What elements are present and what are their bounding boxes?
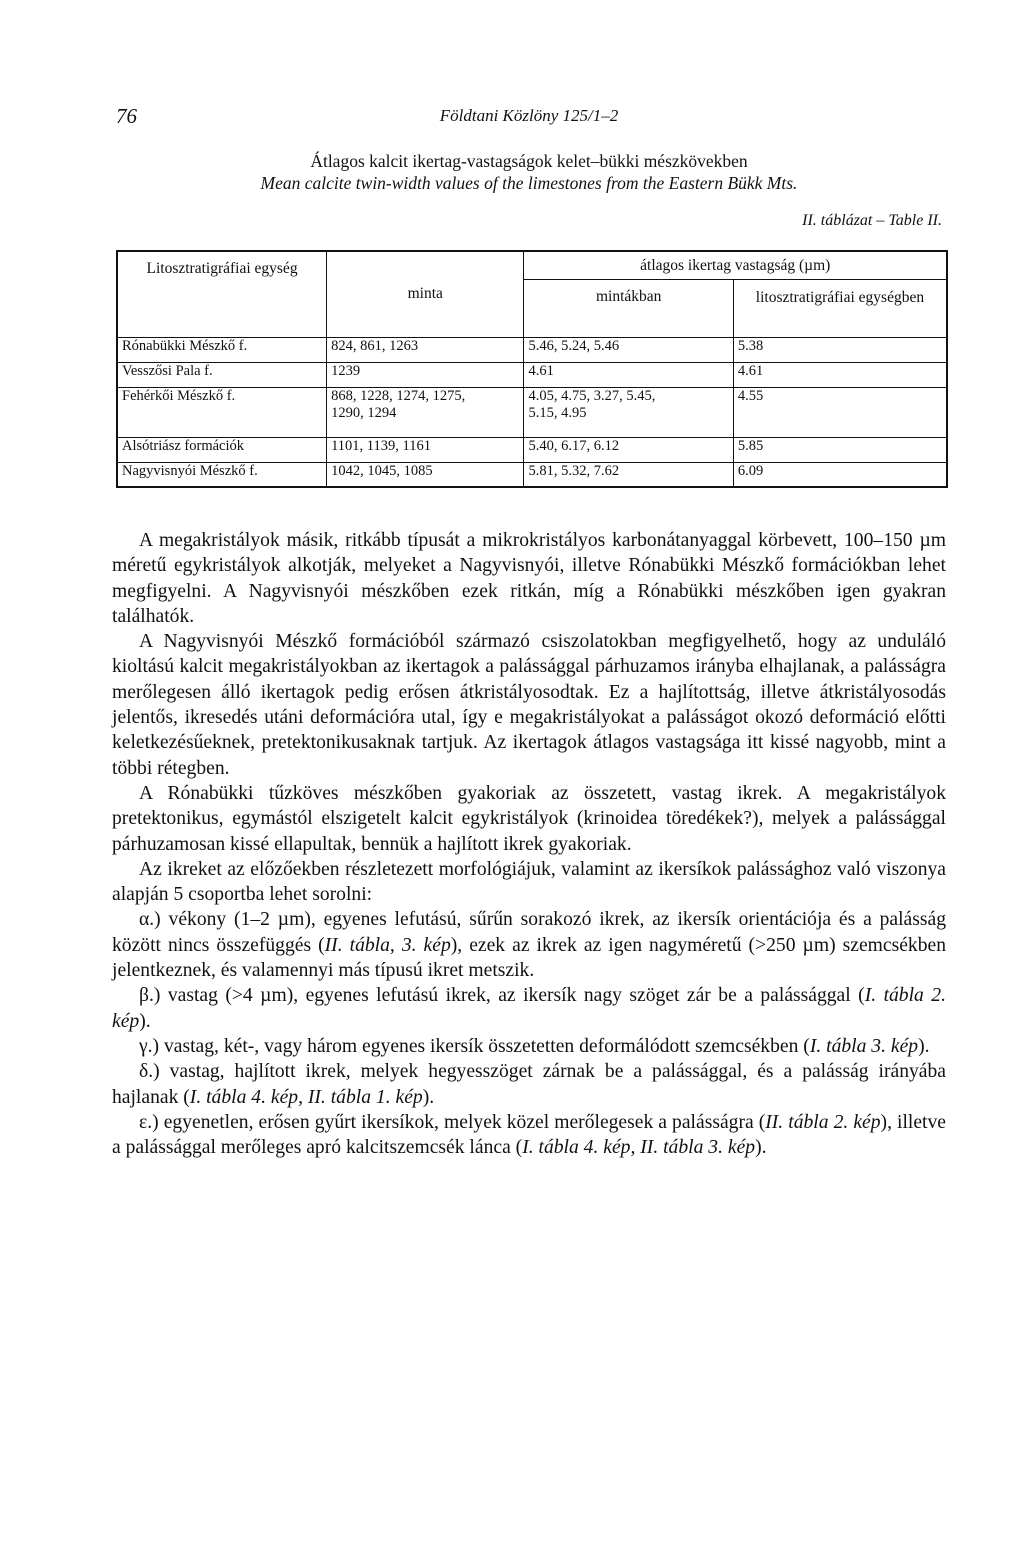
cell-values bbox=[524, 387, 733, 437]
table-row bbox=[117, 362, 947, 387]
page-header bbox=[116, 104, 942, 128]
twin-width-table bbox=[116, 250, 948, 488]
table-label: II. táblázat – Table II. bbox=[802, 212, 942, 229]
list-item-gamma: γ.) vastag, két-, vagy három egyenes ikersík összetetten deformálódott szemcsékben (I. tábla 3. kép). bbox=[139, 1035, 930, 1057]
header-mean-thickness: átlagos ikertag vastagság (µm) bbox=[524, 251, 947, 279]
list-item-beta: β.) vastag (>4 µm), egyenes lefutású ikrek, az ikersík nagy szöget zár be a palássággal (I. tábla 2. kép). bbox=[112, 985, 946, 1032]
cell-values: 4.61 bbox=[524, 362, 733, 387]
cell-mean: 5.38 bbox=[733, 337, 947, 362]
journal-title: Földtani Közlöny 125/1–2 bbox=[439, 106, 619, 125]
caption-hungarian: Átlagos kalcit ikertag-vastagságok kelet–bükki mészkövekben bbox=[310, 151, 748, 171]
body-text bbox=[112, 528, 946, 1160]
cell-unit: Alsótriász formációk bbox=[117, 437, 327, 462]
table-row bbox=[117, 337, 947, 362]
cell-unit: Vesszősi Pala f. bbox=[117, 362, 327, 387]
cell-samples: 1101, 1139, 1161 bbox=[327, 437, 524, 462]
cell-mean: 4.61 bbox=[733, 362, 947, 387]
cell-mean: 4.55 bbox=[733, 387, 947, 437]
list-item-delta: δ.) vastag, hajlított ikrek, melyek hegyesszöget zárnak be a palássággal, és a palásság irányába hajlanak (I. tábla 4. kép, II. tábla 1. kép). bbox=[112, 1061, 946, 1108]
table-row bbox=[117, 437, 947, 462]
page-number: 76 bbox=[116, 104, 137, 128]
cell-values: 5.81, 5.32, 7.62 bbox=[524, 462, 733, 487]
cell-values-line2: 5.15, 4.95 bbox=[528, 404, 587, 421]
cell-samples-line1: 868, 1228, 1274, 1275, bbox=[331, 387, 466, 404]
cell-samples: 824, 861, 1263 bbox=[327, 337, 524, 362]
cell-unit: Fehérkői Mészkő f. bbox=[117, 387, 327, 437]
cell-values: 5.40, 6.17, 6.12 bbox=[524, 437, 733, 462]
header-in-samples: mintákban bbox=[524, 279, 733, 337]
cell-samples-line2: 1290, 1294 bbox=[331, 404, 397, 421]
list-item-epsilon: ε.) egyenetlen, erősen gyűrt ikersíkok, melyek közel merőlegesek a palásságra (II. tábla 2. kép), illetve a palássággal merőleges apró kalcitszemcsék lánca (I. tábla 4. kép, II. tábla 3. kép). bbox=[112, 1111, 946, 1159]
list-item-alpha: α.) vékony (1–2 µm), egyenes lefutású, sűrűn sorakozó ikrek, az ikersík orientációja és a palásság között nincs összefüggés (II. tábla, 3. kép), ezek az ikrek az igen nagyméretű (>250 µm) szemcsékben jelentkeznek, és valamennyi más típusú ikret metszik. bbox=[112, 909, 946, 982]
paragraph: A megakristályok másik, ritkább típusát a mikrokristályos karbonátanyaggal körbevett, 100–150 µm méretű egykristályok alkotják, melyeket a Nagyvisnyói, illetve Rónabükki Mészkő formációkban lehet megfigyelni. A Nagyvisnyói mészkőben ezek ritkán, míg a Rónabükki mészkőben igen gyakran találhatók. bbox=[112, 530, 946, 627]
cell-samples: 1239 bbox=[327, 362, 524, 387]
cell-unit: Nagyvisnyói Mészkő f. bbox=[122, 462, 258, 479]
cell-values-line1: 4.05, 4.75, 3.27, 5.45, bbox=[528, 387, 656, 404]
header-sample: minta bbox=[327, 251, 524, 337]
paragraph: A Rónabükki tűzköves mészkőben gyakoriak az összetett, vastag ikrek. A megakristályok pretektonikus, egymástól elszigetelt kalcit egykristályok (krinoidea töredékek?), melyek a palássággal párhuzamosan kissé ellapultak, bennük a hajlított ikrek gyakoriak. bbox=[112, 782, 946, 855]
cell-values: 5.46, 5.24, 5.46 bbox=[524, 337, 733, 362]
caption-english: Mean calcite twin-width values of the limestones from the Eastern Bükk Mts. bbox=[260, 173, 798, 193]
table-caption bbox=[116, 150, 942, 194]
table-row bbox=[117, 387, 947, 437]
cell-mean: 6.09 bbox=[733, 462, 947, 487]
paragraph: Az ikreket az előzőekben részletezett morfológiájuk, valamint az ikersíkok palássághoz való viszonya alapján 5 csoportba lehet sorolni: bbox=[112, 858, 946, 906]
cell-mean: 5.85 bbox=[733, 437, 947, 462]
header-in-units: litosztratigráfiai egységben bbox=[733, 279, 947, 337]
cell-samples bbox=[327, 387, 524, 437]
paragraph: A Nagyvisnyói Mészkő formációból származó csiszolatokban megfigyelhető, hogy az unduláló kioltású kalcit megakristályokban az ikertagok a palássággal párhuzamos irányba elhajlanak, a palásságra merőlegesen álló ikertagok pedig erősen átkristályosodtak. Ez a hajlítottság, illetve átkristályosodás jelentős, ikresedés utáni deformációra utal, így e megakristályokat a palásságot okozó deformáció előtti keletkezésűeknek, pretektonikusaknak tartjuk. Az ikertagok átlagos vastagsága itt kissé nagyobb, mint a többi rétegben. bbox=[112, 631, 946, 779]
cell-unit: Rónabükki Mészkő f. bbox=[117, 337, 327, 362]
header-unit: Litosztratigráfiai egység bbox=[117, 251, 327, 337]
cell-samples: 1042, 1045, 1085 bbox=[327, 462, 524, 487]
table-row bbox=[117, 462, 947, 487]
